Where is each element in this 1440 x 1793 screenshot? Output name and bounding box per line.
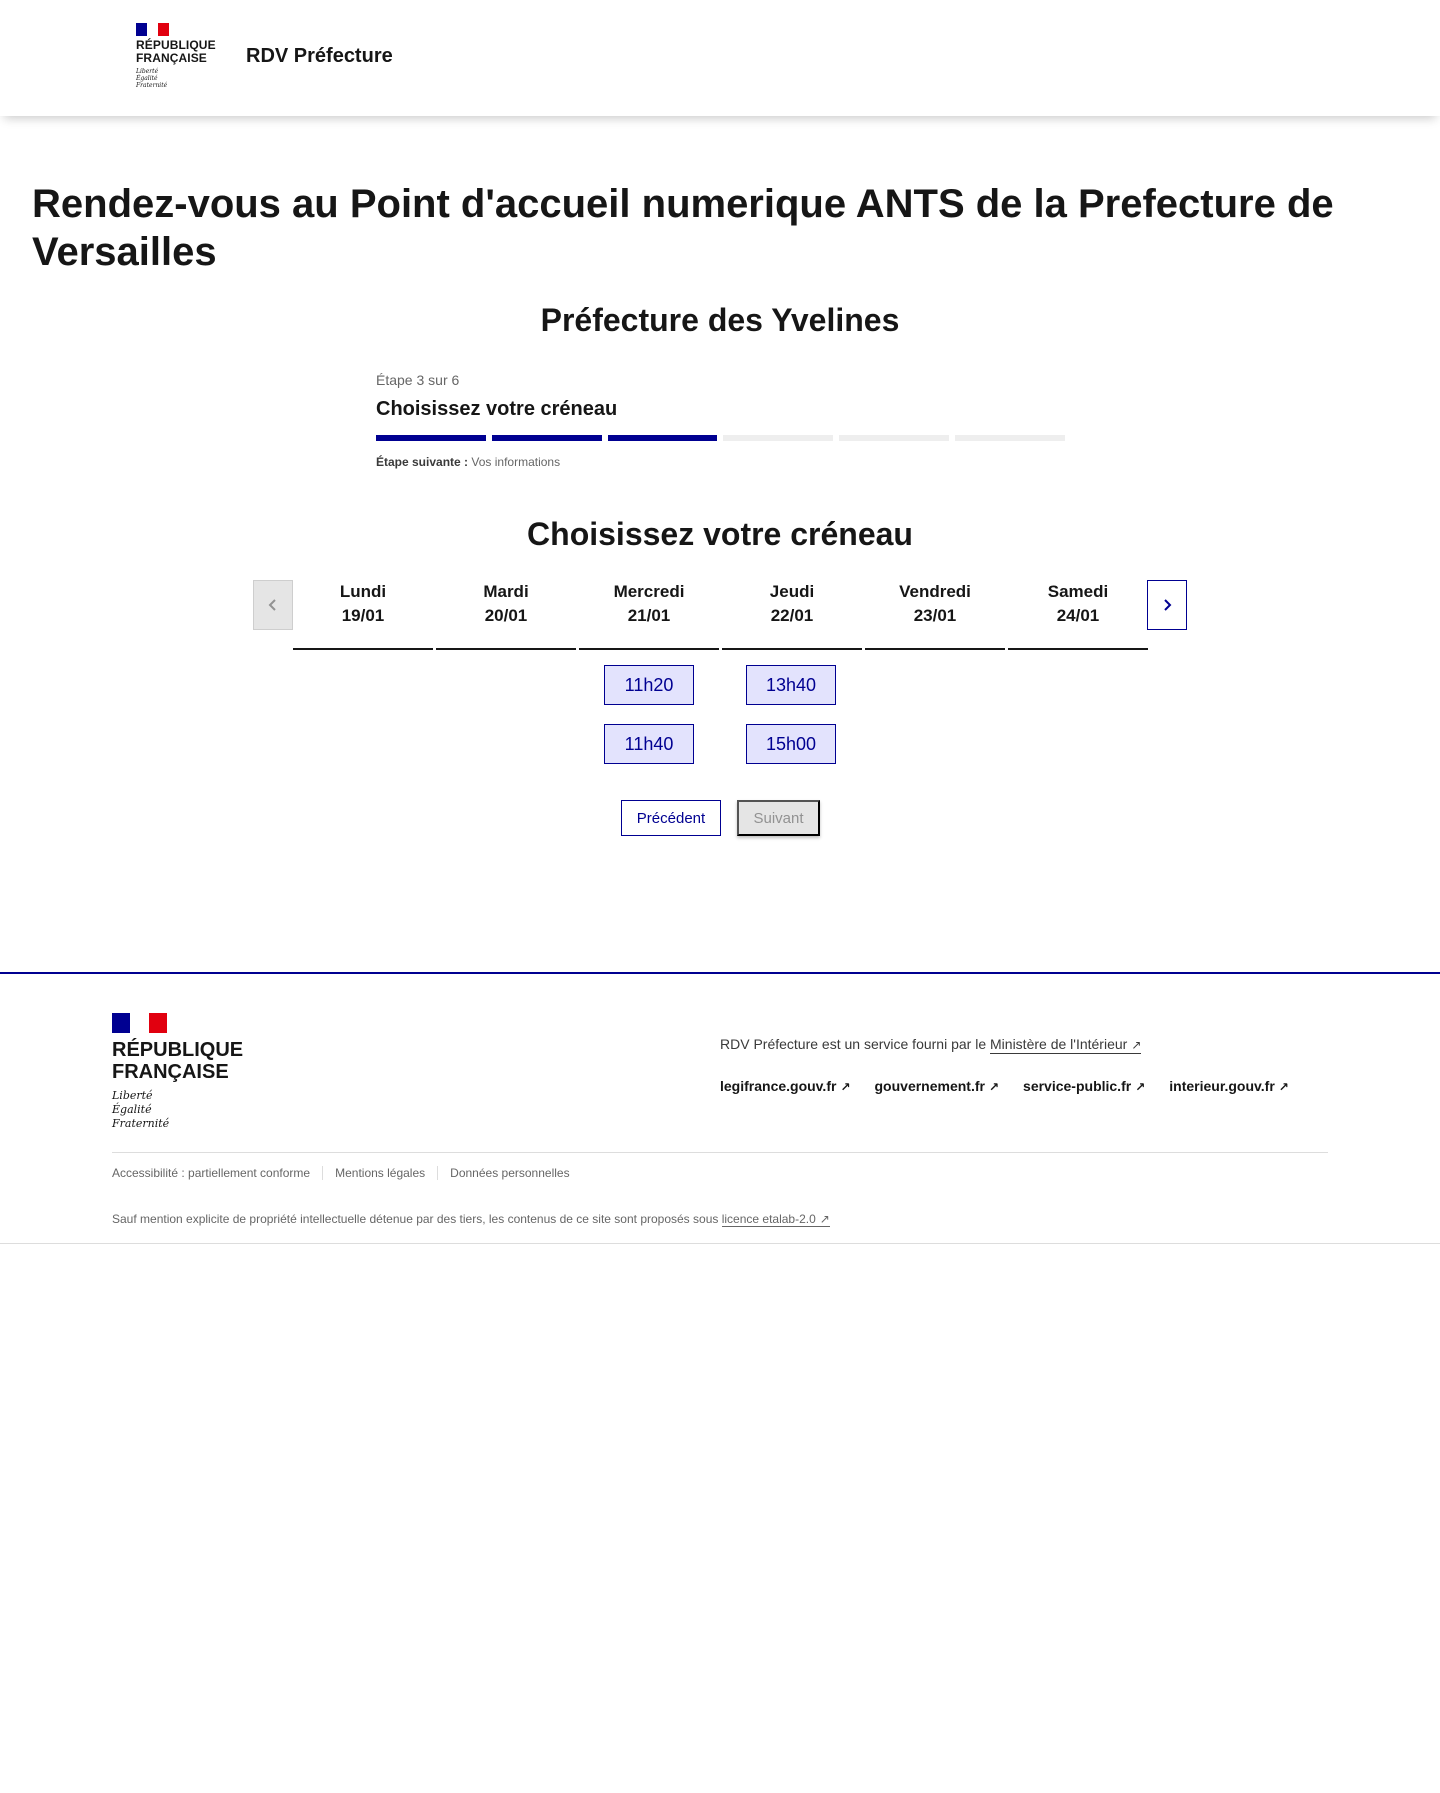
footer-logo-text: RÉPUBLIQUE FRANÇAISE (112, 1039, 244, 1083)
footer-link-label: interieur.gouv.fr (1169, 1078, 1275, 1094)
day-column-samedi (1008, 580, 1148, 650)
day-column-lundi (293, 580, 433, 650)
chevron-right-icon (1161, 598, 1173, 612)
accessibility-link[interactable]: Accessibilité : partiellement conforme (112, 1166, 323, 1180)
chevron-left-icon (267, 598, 279, 612)
legal-mentions-link[interactable]: Mentions légales (323, 1166, 438, 1180)
external-link-icon: ↗ (1135, 1080, 1146, 1094)
personal-data-link[interactable]: Données personnelles (450, 1166, 570, 1180)
logo-text: RÉPUBLIQUE FRANÇAISE (136, 38, 216, 65)
footer-licence (112, 1212, 830, 1226)
step-bar-6 (955, 435, 1065, 441)
external-link-icon: ↗ (819, 1212, 830, 1226)
footer-partner-links (720, 1078, 1289, 1094)
page-title: Rendez-vous au Point d'accueil numerique ANTS de la Prefecture de Versailles (32, 182, 1334, 274)
licence-link[interactable] (722, 1212, 830, 1227)
step-bar-1 (376, 435, 486, 441)
next-step-label: Étape suivante : (376, 455, 469, 469)
footer-description (720, 1036, 1141, 1052)
site-header (0, 0, 1440, 116)
day-name: Mardi (483, 582, 529, 601)
footer-desc-text: RDV Préfecture est un service fourni par le (720, 1036, 991, 1052)
day-name: Lundi (339, 582, 387, 601)
marianne-flag-icon (112, 1013, 167, 1033)
footer-link-label: service-public.fr (1023, 1078, 1132, 1094)
step-bar-2 (492, 435, 602, 441)
marianne-flag-icon (136, 23, 169, 36)
day-date: 21/01 (627, 606, 671, 625)
external-link-icon: ↗ (988, 1080, 1000, 1094)
footer-link-gouvernement[interactable] (875, 1078, 1000, 1094)
day-date: 20/01 (484, 606, 528, 625)
external-link-icon: ↗ (1278, 1080, 1289, 1094)
footer-divider (112, 1152, 1328, 1153)
day-date: 23/01 (913, 606, 957, 625)
day-date: 24/01 (1056, 606, 1100, 625)
day-column-vendredi (865, 580, 1005, 650)
next-step-value: Vos informations (471, 455, 561, 469)
slot-button[interactable]: 13h40 (746, 665, 836, 705)
day-name: Jeudi (769, 582, 815, 601)
stepper (376, 372, 1065, 469)
republique-francaise-footer-logo[interactable] (112, 1013, 243, 1131)
step-bar-3 (608, 435, 718, 441)
footer-bottom-links (112, 1166, 582, 1180)
footer-link-service-public[interactable] (1023, 1078, 1145, 1094)
prefecture-subtitle: Préfecture des Yvelines (540, 302, 900, 338)
service-name[interactable]: RDV Préfecture (246, 45, 393, 67)
day-name: Vendredi (899, 582, 971, 601)
licence-text: Sauf mention explicite de propriété intellectuelle détenue par des tiers, les contenus de ce site sont proposés sous (112, 1212, 722, 1226)
day-date: 22/01 (770, 606, 814, 625)
stepper-progress (376, 435, 1065, 441)
external-link-icon: ↗ (840, 1080, 851, 1094)
next-week-button[interactable] (1147, 580, 1187, 630)
day-column-jeudi (722, 580, 862, 650)
previous-button[interactable]: Précédent (621, 800, 721, 836)
footer-link-label: gouvernement.fr (874, 1078, 985, 1094)
day-column-mardi (436, 580, 576, 650)
slot-button[interactable]: 11h20 (604, 665, 694, 705)
stepper-next-step (376, 455, 1065, 469)
republique-francaise-logo[interactable] (136, 23, 216, 89)
day-date: 19/01 (341, 606, 385, 625)
slot-button[interactable]: 15h00 (746, 724, 836, 764)
day-name: Samedi (1047, 582, 1109, 601)
footer-logo-devise: Liberté Égalité Fraternité (112, 1089, 170, 1130)
stepper-title: Choisissez votre créneau (376, 398, 618, 420)
footer-link-legifrance[interactable] (720, 1078, 851, 1094)
site-footer (0, 972, 1440, 1244)
slots-title: Choisissez votre créneau (527, 516, 913, 552)
ministere-link-label: Ministère de l'Intérieur (990, 1036, 1128, 1052)
day-name: Mercredi (613, 582, 685, 601)
footer-link-interieur[interactable] (1169, 1078, 1289, 1094)
ministere-link[interactable] (990, 1036, 1141, 1054)
external-link-icon: ↗ (1131, 1038, 1142, 1052)
footer-link-label: legifrance.gouv.fr (720, 1078, 837, 1094)
previous-week-button[interactable] (253, 580, 293, 630)
step-bar-4 (723, 435, 833, 441)
step-bar-5 (839, 435, 949, 441)
licence-link-label: licence etalab-2.0 (721, 1212, 816, 1226)
slot-button[interactable]: 11h40 (604, 724, 694, 764)
logo-devise: Liberté Égalité Fraternité (136, 68, 168, 89)
day-column-mercredi (579, 580, 719, 650)
stepper-state: Étape 3 sur 6 (376, 372, 460, 388)
next-button[interactable]: Suivant (737, 800, 820, 836)
